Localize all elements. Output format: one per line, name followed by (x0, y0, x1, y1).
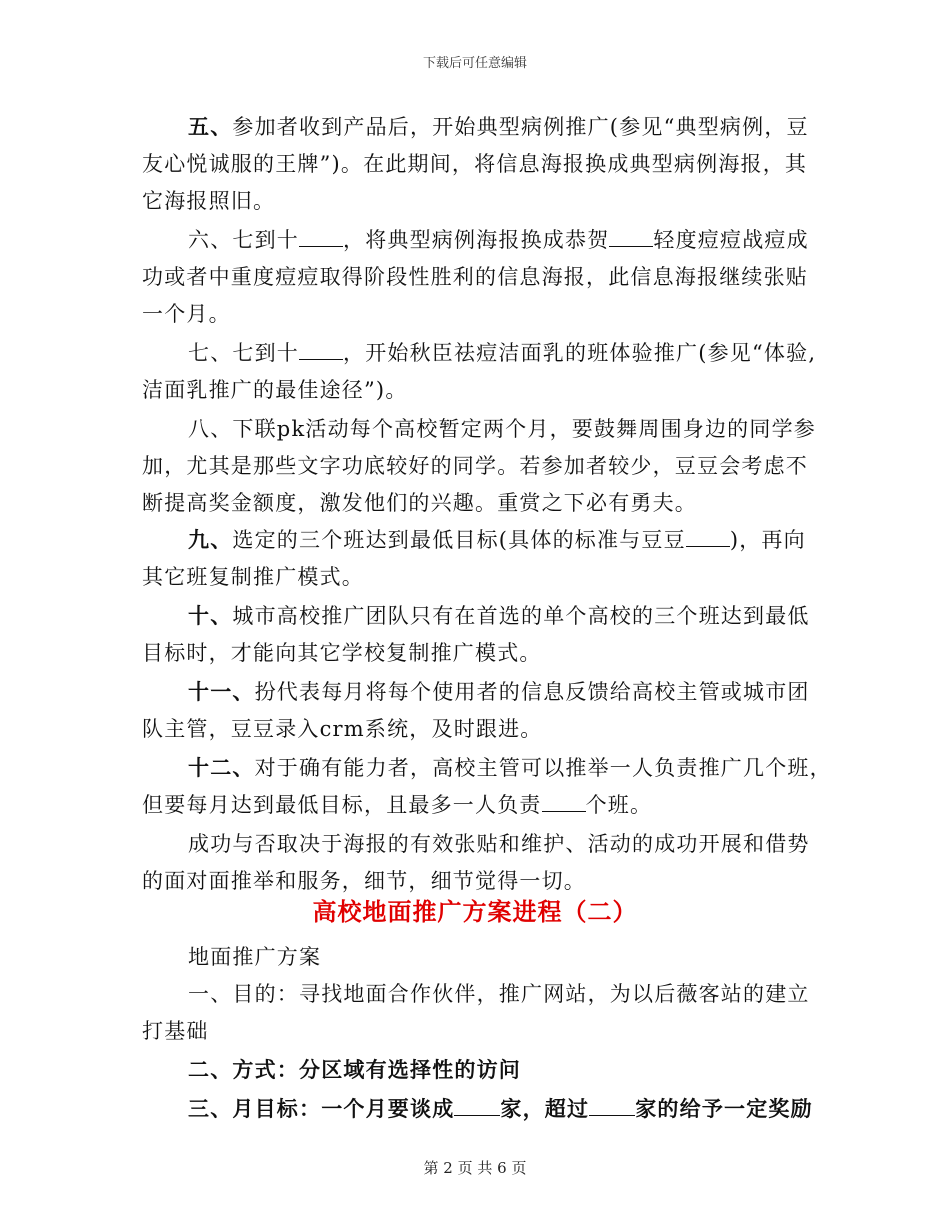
item-twelve-label: 十二、 (188, 755, 255, 780)
item-seven-line-2: 洁面乳推广的最佳途径”)。 (142, 378, 408, 402)
item-twelve-line-2 (142, 791, 652, 819)
blank-underline (299, 228, 343, 247)
item-eleven-line-2: 队主管，豆豆录入crm系统，及时跟进。 (142, 717, 543, 741)
item-eight-line-2: 加，尤其是那些文字功底较好的同学。若参加者较少，豆豆会考虑不 (142, 454, 808, 478)
item-twelve-text: 对于确有能力者，高校主管可以推举一人负责推广几个班， (254, 756, 832, 780)
page-header: 下载后可任意编辑 (422, 56, 527, 71)
item-nine-label: 九、 (188, 527, 233, 552)
item-ten-label: 十、 (188, 603, 233, 628)
page-footer: 第 2 页 共 6 页 (423, 1159, 527, 1177)
item-twelve-text-b: 个班。 (585, 793, 653, 817)
item-six-text-a: 六、七到十 (188, 228, 299, 252)
item-nine-text-a: 选定的三个班达到最低目标(具体的标准与豆豆 (232, 528, 686, 552)
item-eight-line-3: 断提高奖金额度，激发他们的兴趣。重赏之下必有勇夫。 (142, 491, 697, 515)
item-eleven-text: 扮代表每月将每个使用者的信息反馈给高校主管或城市团 (254, 680, 810, 704)
blank-underline (589, 1097, 635, 1116)
item-nine-text-b: )，再向 (729, 528, 806, 552)
item-six-line-3: 一个月。 (142, 302, 231, 326)
item-nine-line-1 (188, 526, 806, 554)
item-five-label: 五、 (188, 114, 233, 139)
item-ten-text: 城市高校推广团队只有在首选的单个高校的三个班达到最低 (232, 604, 810, 628)
section-title: 高校地面推广方案进程（二） (312, 897, 638, 926)
plan-method: 二、方式：分区域有选择性的访问 (188, 1057, 521, 1082)
item-eight-line-1: 八、下联pk活动每个高校暂定两个月，要鼓舞周围身边的同学参 (188, 417, 816, 441)
blank-underline (299, 341, 343, 360)
plan-monthly-text-b: 家，超过 (500, 1096, 590, 1121)
blank-underline (686, 528, 730, 547)
item-seven-text-a: 七、七到十 (188, 341, 299, 365)
plan-monthly-text-a: 三、月目标：一个月要谈成 (188, 1096, 455, 1121)
item-five-line-2: 友心悦诚服的王牌”)。在此期间，将信息海报换成典型病例海报，其 (142, 152, 808, 176)
blank-underline (542, 793, 586, 812)
item-six-text-c: 轻度痘痘战痘成 (653, 228, 809, 252)
item-six-line-2: 功或者中重度痘痘取得阶段性胜利的信息海报，此信息海报继续张贴 (142, 265, 808, 289)
item-six-text-b: ，将典型病例海报换成恭贺 (343, 228, 610, 252)
item-five-line-3: 它海报照旧。 (142, 189, 276, 213)
item-ten-line-1 (188, 602, 810, 630)
item-seven-line-1 (188, 339, 816, 367)
item-eleven-label: 十一、 (188, 679, 255, 704)
item-five-line-1 (188, 113, 809, 141)
conclusion-line-2: 的面对面推举和服务，细节，细节觉得一切。 (142, 869, 586, 893)
item-seven-text-b: ，开始秋臣祛痘洁面乳的班体验推广(参见“体验, (343, 341, 817, 365)
item-six-line-1 (188, 226, 809, 254)
blank-underline (609, 228, 653, 247)
item-twelve-line-1 (188, 754, 832, 782)
plan-monthly-text-c: 家的给予一定奖励 (635, 1096, 813, 1121)
item-ten-line-2: 目标时，才能向其它学校复制推广模式。 (142, 641, 542, 665)
plan-heading: 地面推广方案 (188, 945, 322, 969)
plan-goal-line-1: 一、目的：寻找地面合作伙伴，推广网站，为以后薇客站的建立 (188, 982, 810, 1006)
plan-goal-line-2: 打基础 (142, 1019, 209, 1043)
conclusion-line-1: 成功与否取决于海报的有效张贴和维护、活动的成功开展和借势 (188, 832, 810, 856)
plan-monthly-target (188, 1095, 813, 1123)
item-five-text: 参加者收到产品后，开始典型病例推广(参见“典型病例，豆 (232, 115, 809, 139)
blank-underline (454, 1097, 500, 1116)
item-twelve-text-a: 但要每月达到最低目标，且最多一人负责 (142, 793, 542, 817)
item-nine-line-2: 其它班复制推广模式。 (142, 565, 364, 589)
item-eleven-line-1 (188, 678, 810, 706)
